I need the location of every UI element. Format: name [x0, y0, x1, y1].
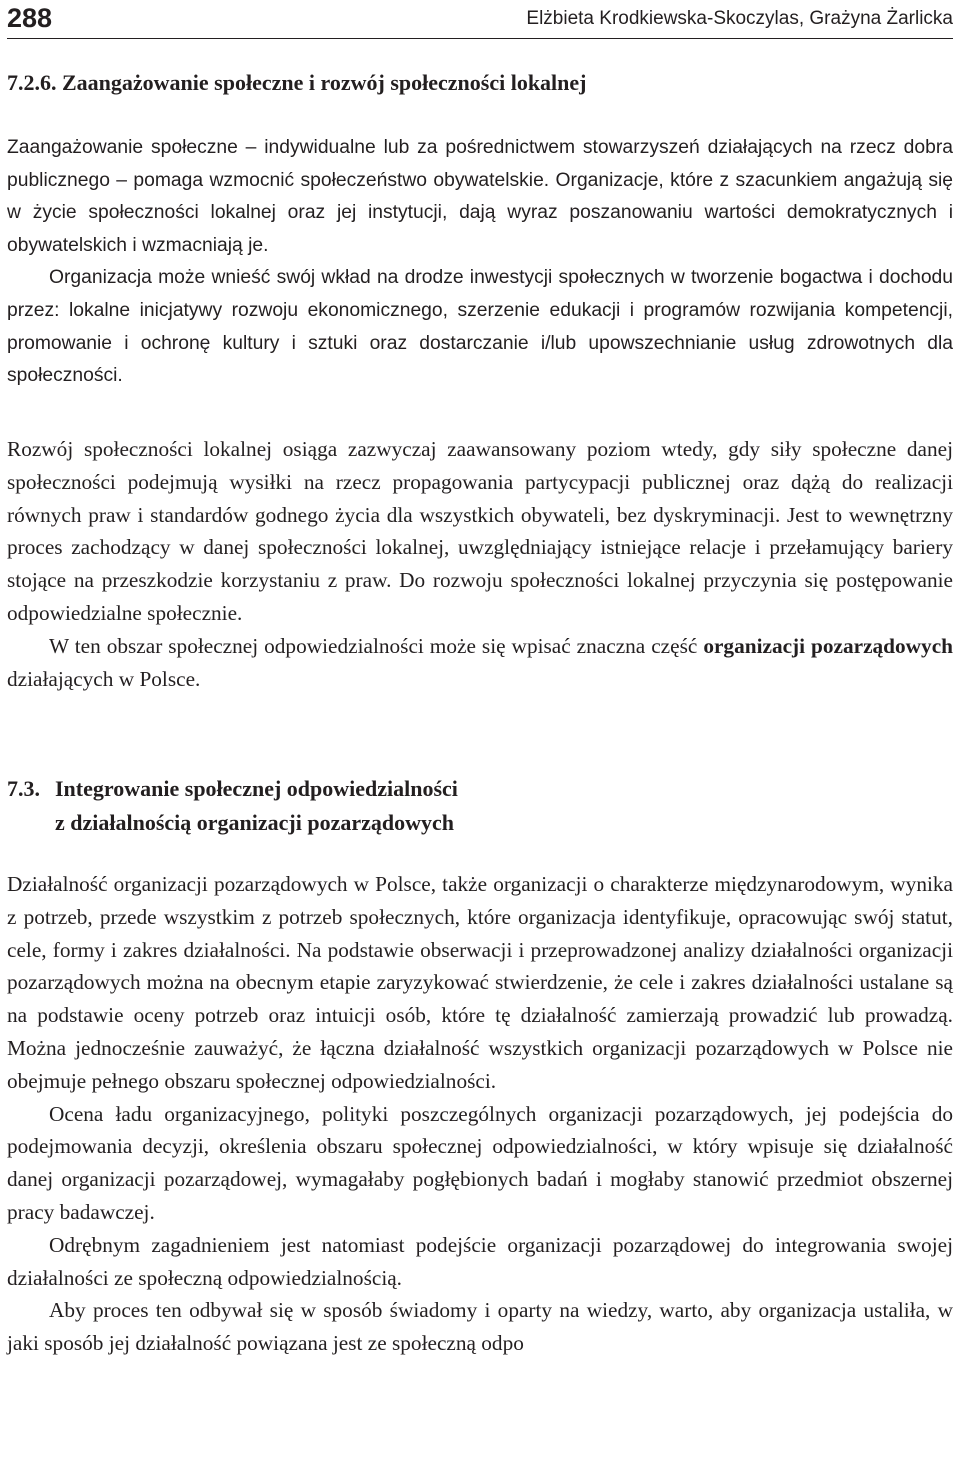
section-7-2-6-body [7, 132, 953, 393]
bold-term: organizacji pozarządowych [703, 633, 954, 658]
section-title-line: z działalnością organizacji pozarządowych [55, 810, 455, 835]
paragraph: Ocena ładu organizacyjnego, polityki poszczególnych organizacji pozarządowych, jej podejścia do podejmowania decyzji, określenia obszaru społecznej odpowiedzialności, w który wpisuje się działalność danej organizacji pozarządowej, wymagałaby pogłębionych badań i mogłaby stanowić przedmiot obszernej pracy badawczej. [7, 1101, 953, 1224]
section-heading-7-3 [7, 772, 953, 840]
section-7-2-6-body-serif [7, 433, 953, 695]
section-number: 7.3. [7, 776, 40, 801]
paragraph-text: działających w Polsce. [7, 666, 201, 691]
paragraph: Aby proces ten odbywał się w sposób świadomy i oparty na wiedzy, warto, aby organizacja ustaliła, w jaki sposób jej działalność powiązana jest ze społeczną odpo [7, 1298, 953, 1356]
section-7-3-body [7, 868, 953, 1360]
paragraph: Organizacja może wnieść swój wkład na drodze inwestycji społecznych w tworzenie bogactwa i dochodu przez: lokalne inicjatywy rozwoju ekonomicznego, szerzenie edukacji i programów rozwijania kompetencji, promowanie i ochronę kultury i sztuki oraz dostarczanie i/lub upowszechnianie usług zdrowotnych dla społeczności. [7, 267, 953, 387]
section-heading-7-2-6: 7.2.6. Zaangażowanie społeczne i rozwój społeczności lokalnej [7, 70, 587, 95]
paragraph: Rozwój społeczności lokalnej osiąga zazwyczaj zaawansowany poziom wtedy, gdy siły społeczne danej społeczności podejmują wysiłki na rzecz propagowania partycypacji publicznej oraz dążą do realizacji równych praw i standardów godnego życia dla wszystkich obywateli, bez dyskryminacji. Jest to wewnętrzny proces zachodzący w danej społeczności lokalnej, uwzględniający istniejące relacje i przełamujący bariery stojące na przeszkodzie korzystaniu z praw. Do rozwoju społeczności lokalnej przyczynia się postępowanie odpowiedzialne społecznie. [7, 437, 953, 625]
paragraph: Odrębnym zagadnieniem jest natomiast podejście organizacji pozarządowej do integrowania swojej działalności ze społeczną odpowiedzialnością. [7, 1232, 953, 1290]
paragraph: Zaangażowanie społeczne – indywidualne lub za pośrednictwem stowarzyszeń działających na rzecz dobra publicznego – pomaga wzmocnić społeczeństwo obywatelskie. Organizacje, które z szacunkiem angażują się w życie społeczności lokalnej oraz jej instytucji, dają wyraz poszanowaniu wartości demokratycznych i obywatelskich i wzmacniają je. [7, 137, 953, 256]
paragraph-text: W ten obszar społecznej odpowiedzialności może się wpisać znaczna część [49, 633, 704, 658]
page-number: 288 [7, 3, 53, 33]
running-header [7, 0, 953, 39]
running-head-authors: Elżbieta Krodkiewska-Skoczylas, Grażyna Żarlicka [526, 8, 953, 29]
paragraph [7, 630, 953, 696]
paragraph: Działalność organizacji pozarządowych w Polsce, także organizacji o charakterze międzynarodowym, wynika z potrzeb, przede wszystkim z potrzeb społecznych, które organizacja identyfikuje, opracowując swój statut, cele, formy i zakres działalności. Na podstawie obserwacji i przeprowadzonej analizy działalności organizacji pozarządowych można na obecnym etapie zaryzykować stwierdzenie, że cele i zakres działalności ustalane są na podstawie oceny potrzeb oraz intuicji osób, które tę działalność zamierzają prowadzić lub prowadzą. Można jednocześnie zauważyć, że łączna działalność wszystkich organizacji pozarządowych w Polsce nie obejmuje pełnego obszaru społecznej odpowiedzialności. [7, 872, 953, 1093]
section-title-line: Integrowanie społecznej odpowiedzialności [55, 776, 458, 801]
